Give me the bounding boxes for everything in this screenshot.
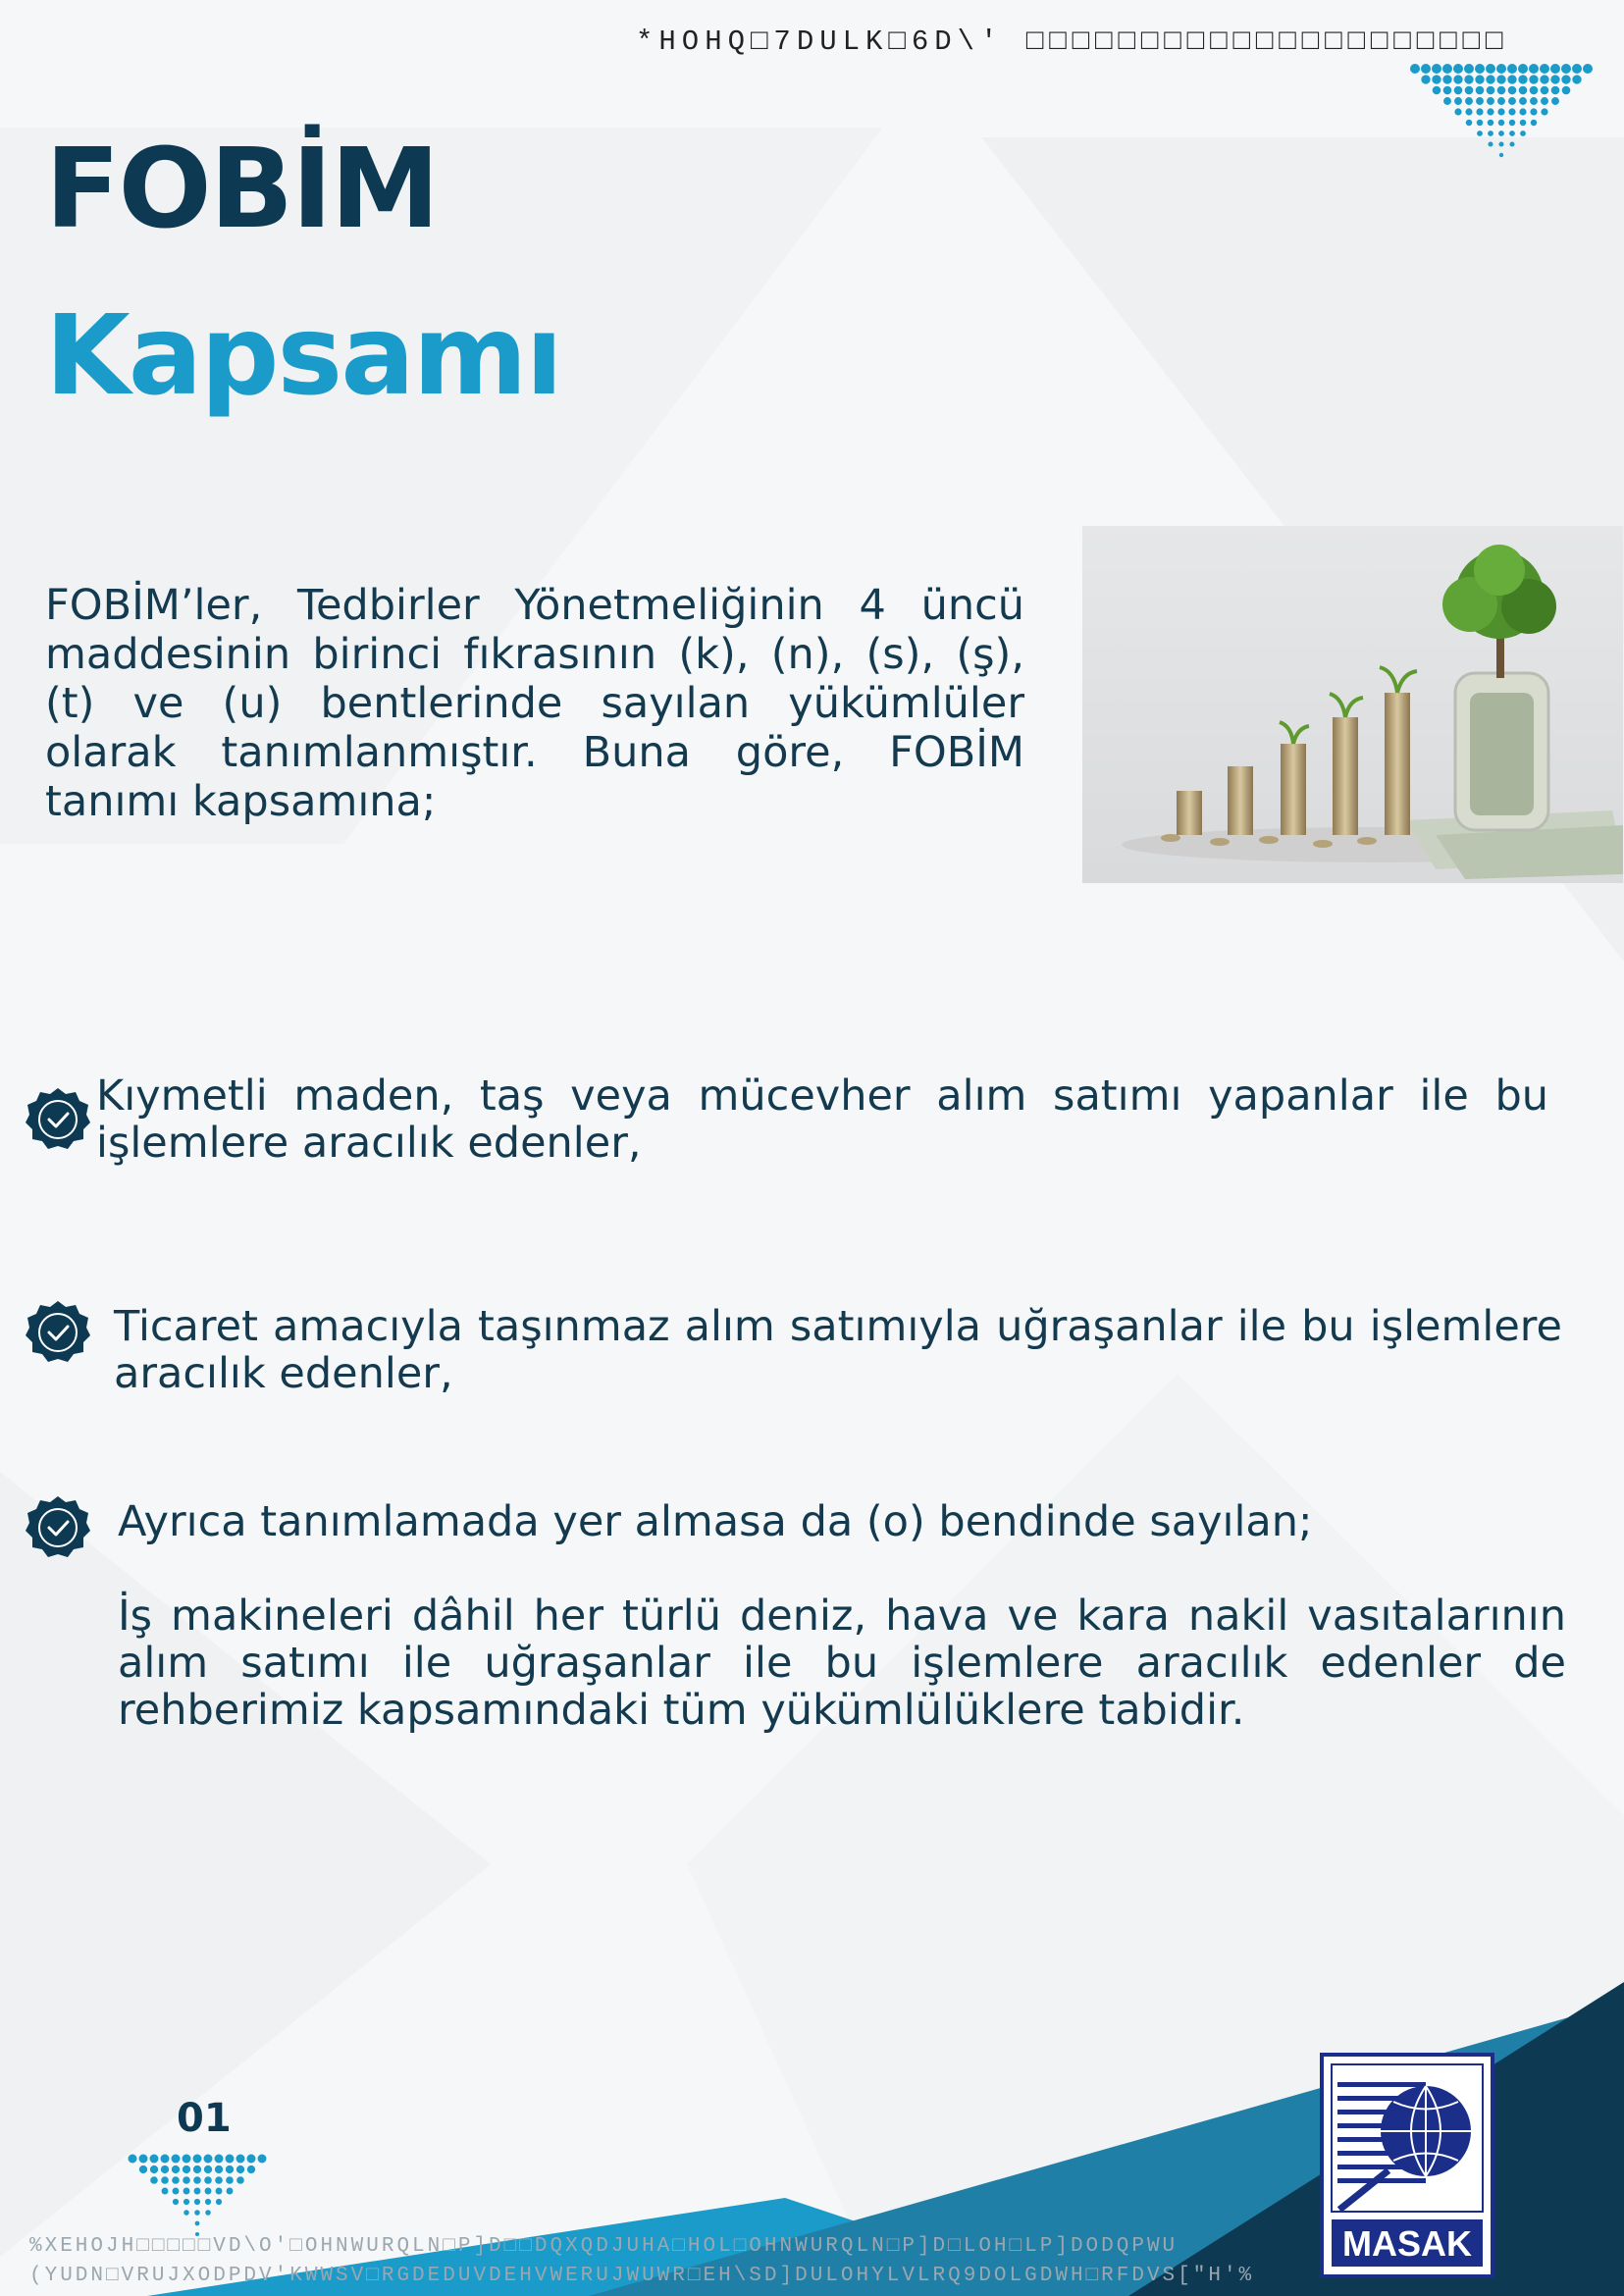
masak-logo-text: MASAK xyxy=(1342,2223,1472,2264)
intro-paragraph: FOBİM’ler, Tedbirler Yönetmeliğinin 4 üncü maddesinin birinci fıkrasının (k), (n), (s), (ş), (t) ve (u) bentlerinde sayılan yükümlüler olarak tanımlanmıştır. Buna göre, FOBİM tanımı kapsamına; xyxy=(45,581,1024,826)
masak-logo xyxy=(1320,2053,1494,2278)
bullet-text-2: Ticaret amacıyla taşınmaz alım satımıyla uğraşanlar ile bu işlemlere aracılık edenler, xyxy=(114,1302,1562,1398)
header-code-text: *HOHQ□7DULK□6D\' □□□□□□□□□□□□□□□□□□□□□ xyxy=(636,26,1509,58)
footer-code-line-2: (YUDN□VRUJXODPDV'KWWSV□RGDEDUVDEHVWERUJWUWR□EH\SD]DULOHYLVLRQ9DOLGDWH□RFDVS["H'% xyxy=(29,2265,1255,2287)
bullet-subtext-3: İş makineleri dâhil her türlü deniz, hava ve kara nakil vasıtalarının alım satımı ile uğraşanlar ile bu işlemlere aracılık edenler de rehberimiz kapsamındaki tüm yükümlülüklere tabidir. xyxy=(118,1592,1566,1735)
page-subtitle: Kapsamı xyxy=(45,292,561,420)
bullet-text-1: Kıymetli maden, taş veya mücevher alım satımı yapanlar ile bu işlemlere aracılık edenler, xyxy=(96,1071,1548,1168)
check-badge-icon xyxy=(26,1087,90,1152)
check-badge-icon xyxy=(26,1495,90,1560)
dots-pattern-icon xyxy=(1408,61,1595,193)
bullet-text-3: Ayrıca tanımlamada yer almasa da (o) bendinde sayılan; xyxy=(118,1497,1313,1546)
footer-code-line-1: %XEHOJH□□□□□VD\O'□OHNWURQLN□P]D□□DQXQDJUHA□HOL□OHNWURQLN□P]D□LOH□LP]DODQPWU xyxy=(29,2235,1179,2258)
coins-growth-illustration xyxy=(1082,526,1623,883)
check-badge-icon xyxy=(26,1300,90,1365)
page-number: 01 xyxy=(177,2096,232,2141)
page-title: FOBİM xyxy=(45,126,439,253)
